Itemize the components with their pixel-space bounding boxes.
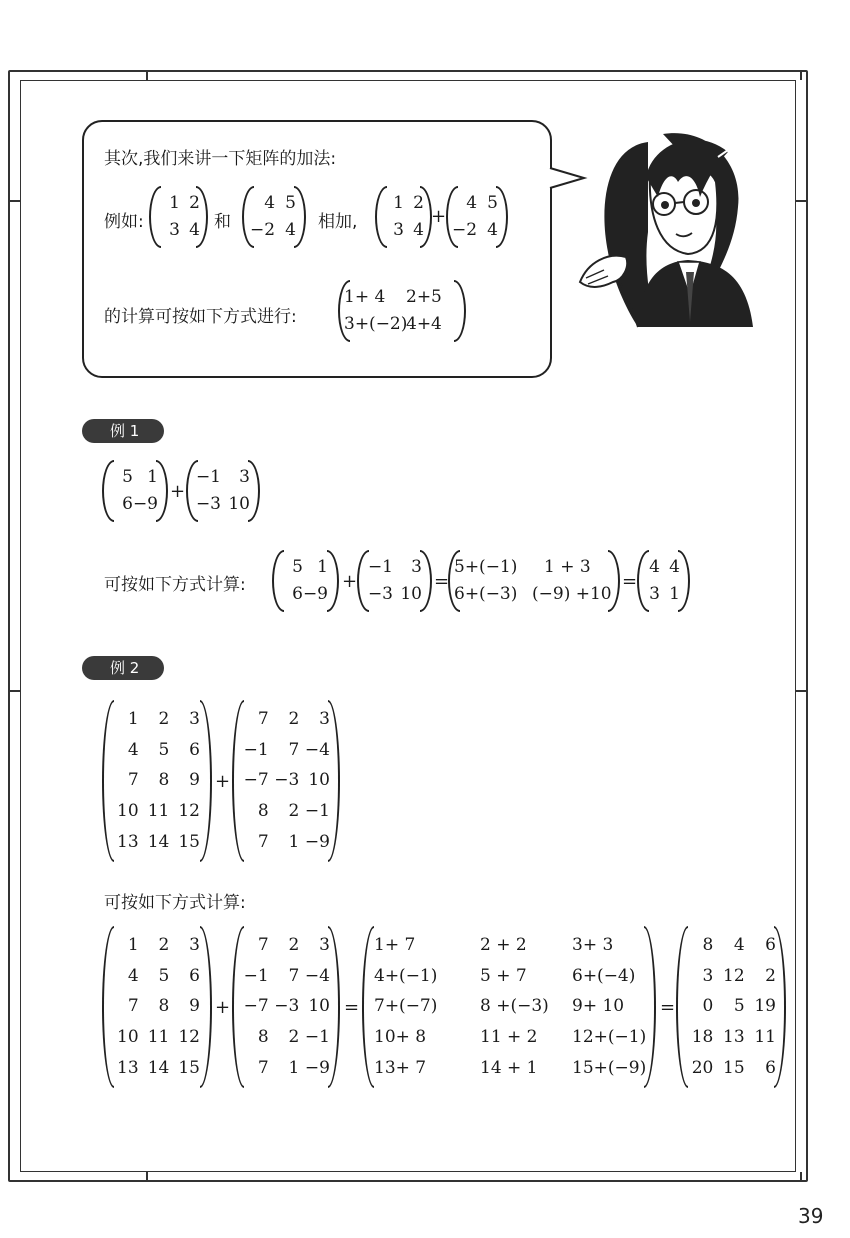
matrix-cell: 5 [158,739,170,760]
matrix-cell: −1 [243,965,269,986]
matrix-cell: 14 [147,832,170,853]
matrix-cell: −4 [304,965,330,986]
example-2-calc-label: 可按如下方式计算: [104,893,246,913]
matrix-cell: 6 [765,934,776,955]
matrix-cell: 14 [147,1058,170,1079]
matrix-cell: −7 [243,770,269,791]
matrix-cell: −3 [367,584,393,604]
bubble-intro-text: 其次,我们来讲一下矩阵的加法: [104,149,337,169]
matrix-cell: 1 + 3 [544,557,591,577]
matrix-cell: 8 [158,770,170,791]
bubble-compute-prefix: 的计算可按如下方式进行: [104,307,297,327]
matrix-cell: 1 [169,193,180,213]
example-1-label: 例 1 [82,419,164,443]
matrix-cell: 7 [257,832,269,853]
bubble-matrix-d [452,190,498,244]
matrix-cell: 5 [487,193,498,213]
matrix-cell: 1 [127,708,139,729]
matrix-cell: 15+(−9) [572,1058,647,1079]
example-1-calc-matrix-b [364,554,422,608]
matrix-cell: 3 [239,467,250,487]
matrix-cell: 7 [127,770,139,791]
matrix-cell: 4 [487,220,498,240]
matrix-cell: 7+(−7) [374,996,438,1017]
matrix-cell: 4 [127,965,139,986]
example-2-calc-matrix-b [238,930,330,1084]
matrix-cell: 3 [189,934,200,955]
bubble-add-text: 相加, [318,212,358,232]
matrix-cell: 14 + 1 [480,1058,538,1079]
matrix-cell: 2 [413,193,424,213]
matrix-cell: 10 [117,1027,139,1048]
bubble-matrix-a [160,190,200,244]
matrix-cell: 7 [257,1058,269,1079]
matrix-cell: 5 [292,557,303,577]
bubble-and-text: 和 [214,212,231,232]
matrix-cell: 9+ 10 [572,996,625,1017]
matrix-cell: 9 [189,996,200,1017]
equals-sign: = [344,997,360,1018]
plus-sign: + [170,481,186,502]
matrix-cell: 13+ 7 [374,1058,427,1079]
matrix-cell: 10 [308,770,330,791]
matrix-cell: −1 [243,739,269,760]
matrix-cell: 6 [189,965,200,986]
matrix-cell: 19 [754,996,776,1017]
matrix-cell: 11 [147,801,170,822]
matrix-cell: 3+(−2) [344,314,408,334]
example-1-calc-label: 可按如下方式计算: [104,575,246,595]
example-2-matrix-a [108,704,200,858]
matrix-cell: −3 [195,494,221,514]
bubble-matrix-sum [344,284,456,338]
matrix-cell: 4 [466,193,478,213]
matrix-cell: 15 [178,832,200,853]
example-1-matrix-a [110,464,158,518]
matrix-cell: 10 [228,494,250,514]
matrix-cell: 10+ 8 [374,1027,427,1048]
matrix-cell: 10 [117,801,139,822]
matrix-cell: 2 [158,708,170,729]
equals-sign: = [622,571,638,592]
example-2-label: 例 2 [82,656,164,680]
matrix-cell: 1+ 4 [344,287,386,307]
matrix-cell: 11 + 2 [480,1027,538,1048]
equals-sign: = [434,571,450,592]
matrix-cell: 2+5 [406,287,442,307]
matrix-cell: 3 [169,220,180,240]
matrix-cell: 15 [178,1058,200,1079]
example-1-calc-matrix-a [280,554,328,608]
matrix-cell: 4 [264,193,276,213]
matrix-cell: 11 [754,1027,776,1048]
matrix-cell: −7 [243,996,269,1017]
matrix-cell: 15 [723,1058,745,1079]
matrix-cell: 4 [669,557,680,577]
matrix-cell: 4 [189,220,200,240]
matrix-cell: 8 [158,996,170,1017]
matrix-cell: 5 [158,965,170,986]
matrix-cell: 8 +(−3) [480,996,549,1017]
matrix-cell: 7 [257,708,269,729]
matrix-cell: 1 [288,832,300,853]
example-2-calc-matrix-a [108,930,200,1084]
frame-tick [800,70,802,80]
matrix-cell: 2 [158,934,170,955]
matrix-cell: 3 [319,934,330,955]
matrix-cell: 8 [257,1027,269,1048]
matrix-cell: 7 [288,965,300,986]
matrix-cell: −9 [304,1058,330,1079]
matrix-cell: 4 [413,220,424,240]
matrix-cell: 3 [649,584,660,604]
plus-sign: + [342,571,358,592]
matrix-cell: 6 [189,739,200,760]
matrix-cell: −2 [250,220,276,240]
matrix-cell: 3 [319,708,330,729]
matrix-cell: 13 [117,832,139,853]
matrix-cell: −4 [304,739,330,760]
matrix-cell: 5 [733,996,745,1017]
frame-tick [800,1172,802,1182]
matrix-cell: 9 [189,770,200,791]
frame-tick [146,70,148,80]
matrix-cell: 10 [308,996,330,1017]
bubble-matrix-b [250,190,296,244]
equals-sign: = [660,997,676,1018]
matrix-cell: 6 [765,1058,776,1079]
matrix-cell: 2 [288,934,300,955]
matrix-cell: 4+(−1) [374,965,438,986]
frame-tick [146,1172,148,1182]
matrix-cell: 12 [723,965,745,986]
example-1-matrix-b [192,464,250,518]
matrix-cell: 20 [691,1058,714,1079]
matrix-cell: 1 [127,934,139,955]
matrix-cell: 0 [702,996,714,1017]
frame-tick [796,200,808,202]
matrix-cell: 1 [288,1058,300,1079]
matrix-cell: 1 [317,557,328,577]
matrix-cell: −3 [274,770,300,791]
matrix-cell: 4 [649,557,660,577]
matrix-cell: 13 [723,1027,745,1048]
matrix-cell: (−9) +10 [532,584,612,604]
matrix-cell: 4+4 [406,314,442,334]
page-number: 39 [798,1204,824,1228]
matrix-cell: 10 [400,584,422,604]
example-2-result-matrix [682,930,776,1084]
plus-sign: + [215,771,231,792]
matrix-cell: 1+ 7 [374,934,416,955]
frame-tick [796,690,808,692]
matrix-cell: 3 [411,557,422,577]
matrix-cell: 12 [178,1027,200,1048]
matrix-cell: 11 [147,1027,170,1048]
matrix-cell: 2 [189,193,200,213]
matrix-cell: 1 [669,584,680,604]
matrix-cell: 6 [292,584,303,604]
matrix-cell: 3+ 3 [572,934,614,955]
plus-sign: + [431,206,447,227]
matrix-cell: −9 [304,832,330,853]
matrix-cell: 5+(−1) [454,557,518,577]
matrix-cell: 13 [117,1058,139,1079]
matrix-cell: 3 [702,965,714,986]
matrix-cell: 12+(−1) [572,1027,647,1048]
matrix-cell: 4 [127,739,139,760]
example-2-matrix-b [238,704,330,858]
matrix-cell: 2 [288,708,300,729]
matrix-cell: −9 [132,494,158,514]
plus-sign: + [215,997,231,1018]
matrix-cell: 12 [178,801,200,822]
matrix-cell: 5 + 7 [480,965,527,986]
matrix-cell: 2 [288,801,300,822]
matrix-cell: −1 [304,1027,330,1048]
matrix-cell: 1 [147,467,158,487]
matrix-cell: 6 [122,494,133,514]
matrix-cell: 1 [393,193,404,213]
matrix-cell: 2 + 2 [480,934,527,955]
matrix-cell: 7 [288,739,300,760]
matrix-cell: −3 [274,996,300,1017]
bubble-example-prefix: 例如: [104,212,144,232]
matrix-cell: 2 [288,1027,300,1048]
matrix-cell: 4 [733,934,745,955]
matrix-cell: 2 [765,965,776,986]
matrix-cell: −1 [304,801,330,822]
matrix-cell: 3 [393,220,404,240]
matrix-cell: −9 [302,584,328,604]
matrix-cell: 18 [691,1027,714,1048]
matrix-cell: 7 [257,934,269,955]
matrix-cell: 8 [257,801,269,822]
example-2-calc-matrix-sum [374,930,650,1084]
matrix-cell: 8 [702,934,714,955]
matrix-cell: 4 [285,220,296,240]
frame-tick [8,690,20,692]
teacher-character-illustration [568,122,758,332]
matrix-cell: −2 [452,220,478,240]
example-1-calc-matrix-sum [454,554,614,608]
frame-tick [8,200,20,202]
example-1-result-matrix [640,554,680,608]
matrix-cell: −1 [195,467,221,487]
bubble-matrix-c [384,190,424,244]
matrix-cell: 5 [122,467,133,487]
matrix-cell: 5 [285,193,296,213]
matrix-cell: 6+(−3) [454,584,518,604]
matrix-cell: 6+(−4) [572,965,636,986]
matrix-cell: −1 [367,557,393,577]
matrix-cell: 7 [127,996,139,1017]
matrix-cell: 3 [189,708,200,729]
